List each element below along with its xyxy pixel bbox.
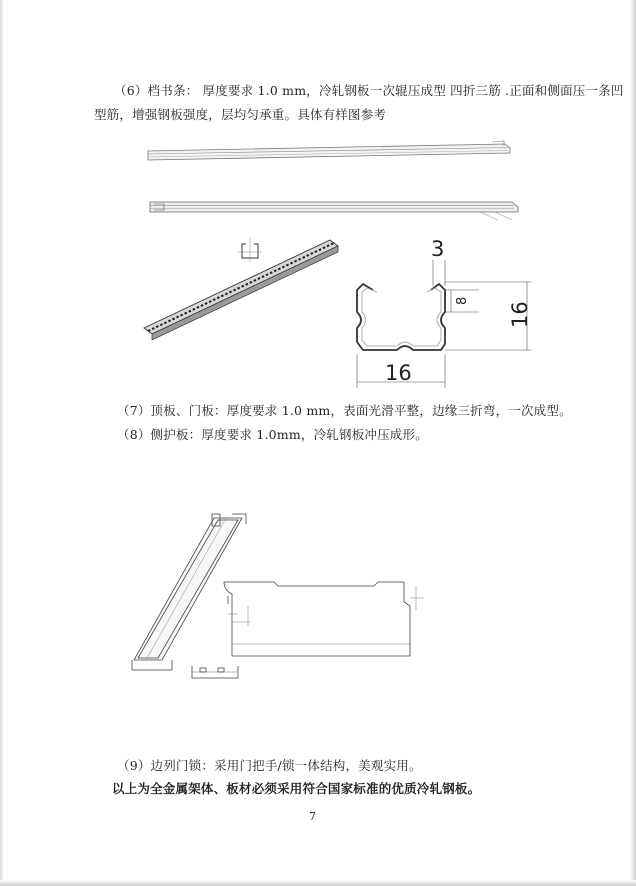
item9-text: （9）边列门锁：采用门把手/锁一体结构，美观实用。 [117,758,422,773]
item6-text-line2: 型筋，增强钢板强度，层均匀承重。具体有样图参考 [94,107,387,122]
item7-text: （7）顶板、门板：厚度要求 1.0 mm，表面光滑平整，边缘三折弯，一次成型。 [117,403,572,418]
small-c-profile [238,238,262,262]
side-panel-flat-pattern [224,582,424,656]
page-edge-shadow-left [0,0,4,886]
page-edge-shadow-right [630,0,636,886]
bracket-detail [192,666,238,678]
dimension-lines [357,260,531,388]
rail-bottom [150,202,518,220]
dim-label-height: 16 [508,301,532,328]
side-panel-drawings-figure [128,510,438,685]
perforated-strip-figure [138,232,348,342]
page-number: 7 [309,810,316,823]
book-strip-rails-figure [140,138,530,228]
perforated-strip [144,240,338,340]
item6-text-line1: （6）档书条： 厚度要求 1.0 mm，冷轧钢板一次辊压成型 四折三筋 .正面和侧面压一条凹 [114,83,624,98]
c-profile-outline [357,284,445,350]
dim-label-inner: 8 [455,296,470,305]
page-edge-shadow-bottom [0,880,636,886]
dim-label-lip: 3 [431,237,445,261]
item8-text: （8）侧护板：厚度要求 1.0mm，冷轧钢板冲压成形。 [117,427,428,442]
dim-label-width: 16 [385,361,412,385]
footer-note-text: 以上为全金属架体、板材必须采用符合国家标准的优质冷轧钢板。 [112,781,481,796]
c-profile-section-figure [345,232,545,392]
rail-top [148,141,510,160]
